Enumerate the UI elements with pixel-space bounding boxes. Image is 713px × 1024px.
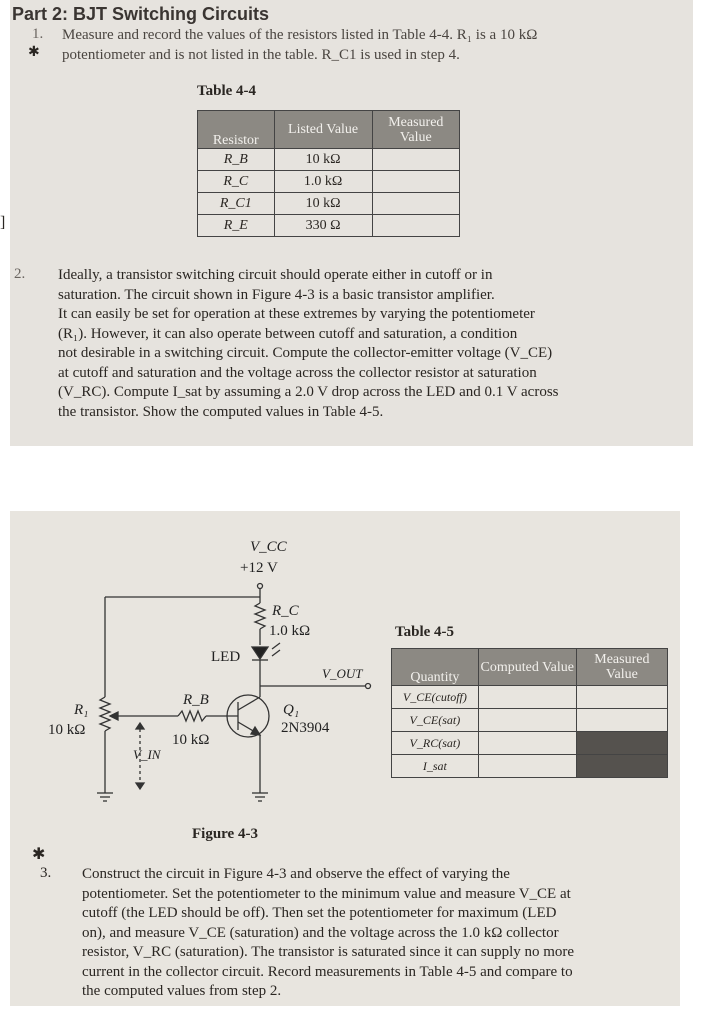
table44-cell-resistor: R_B xyxy=(198,149,275,171)
table45-cell-measured xyxy=(576,709,667,732)
table44-cell-measured xyxy=(372,171,459,193)
step3-line: Construct the circuit in Figure 4-3 and observe the effect of varying the xyxy=(82,866,510,882)
table44-cell-measured xyxy=(372,193,459,215)
table45-cell-measured-shaded xyxy=(576,755,667,778)
vout-terminal xyxy=(366,684,371,689)
led-label: LED xyxy=(211,649,241,665)
step3-line: the computed values from step 2. xyxy=(82,983,282,999)
table44-cell-measured xyxy=(372,149,459,171)
step2-number: 2. xyxy=(14,266,26,282)
table45-header-computed: Computed Value xyxy=(478,649,576,686)
table45-cell-quantity: V_RC(sat) xyxy=(392,732,479,755)
table-row xyxy=(392,755,668,778)
step3-star: ✱ xyxy=(32,846,46,863)
step2-paragraph xyxy=(58,266,688,422)
vcc-value: +12 V xyxy=(240,560,278,576)
vin-label: V_IN xyxy=(133,747,161,762)
vout-label: V_OUT xyxy=(322,666,363,681)
table-4-4 xyxy=(197,110,460,237)
table-row xyxy=(198,171,460,193)
step3-line: current in the collector circuit. Record measurements in Table 4-5 and compare to xyxy=(82,963,573,980)
table44-header-resistor: Resistor xyxy=(198,111,275,149)
table44-header-listed: Listed Value xyxy=(274,111,372,149)
step1-line2: potentiometer and is not listed in the table. R_C1 is used in step 4. xyxy=(62,47,460,63)
table45-cell-computed xyxy=(478,732,576,755)
vcc-terminal xyxy=(258,584,263,589)
step2-line: not desirable in a switching circuit. Compute the collector-emitter voltage (V_CE) xyxy=(58,345,553,361)
table44-cell-listed: 1.0 kΩ xyxy=(274,171,372,193)
table-4-5 xyxy=(391,648,668,778)
rb-resistor xyxy=(178,711,206,721)
circuit-diagram xyxy=(10,511,390,821)
table45-cell-quantity: V_CE(sat) xyxy=(392,709,479,732)
rb-label: R_B xyxy=(183,692,209,708)
r1-value: 10 kΩ xyxy=(48,722,86,738)
step1-line1: Measure and record the values of the resistors listed in Table 4-4. R₁ is a 10 kΩ xyxy=(62,27,538,43)
q1-part-number: 2N3904 xyxy=(281,720,330,736)
side-bracket: ] xyxy=(0,214,6,231)
rc-label: R_C xyxy=(272,603,299,619)
table45-header-quantity: Quantity xyxy=(392,649,479,686)
rc-value: 1.0 kΩ xyxy=(269,623,311,639)
part-heading: Part 2: BJT Switching Circuits xyxy=(12,4,270,24)
table44-cell-resistor: R_C1 xyxy=(198,193,275,215)
step2-line: (R₁). However, it can also operate between cutoff and saturation, a condition xyxy=(58,325,518,342)
step3-line: resistor, V_RC (saturation). The transistor is saturated since it can supply no more xyxy=(82,944,575,960)
table44-header-measured: Measured Value xyxy=(372,111,459,149)
step2-line: the transistor. Show the computed values in Table 4-5. xyxy=(58,403,384,420)
table-row xyxy=(392,686,668,709)
table44-cell-listed: 10 kΩ xyxy=(274,149,372,171)
q1-label: Q₁ xyxy=(283,702,300,718)
step2-line: at cutoff and saturation and the voltage across the collector resistor at saturation xyxy=(58,364,537,381)
table44-title: Table 4-4 xyxy=(197,83,257,99)
table45-cell-quantity: V_CE(cutoff) xyxy=(392,686,479,709)
step3-line: on), and measure V_CE (saturation) and the voltage across the 1.0 kΩ collector xyxy=(82,924,559,941)
table45-cell-computed xyxy=(478,709,576,732)
table45-header-measured: Measured Value xyxy=(576,649,667,686)
table45-cell-measured-shaded xyxy=(576,732,667,755)
step2-line: (V_RC). Compute I_sat by assuming a 2.0 V drop across the LED and 0.1 V across xyxy=(58,384,559,400)
step3-number: 3. xyxy=(40,865,52,881)
step3-line: cutoff (the LED should be off). Then set the potentiometer for maximum (LED xyxy=(82,905,557,921)
step1-star: ✱ xyxy=(28,45,40,60)
step2-line: Ideally, a transistor switching circuit should operate either in cutoff or in xyxy=(58,267,493,283)
table45-cell-quantity: I_sat xyxy=(392,755,479,778)
led-symbol xyxy=(252,647,268,659)
step3-line: potentiometer. Set the potentiometer to the minimum value and measure V_CE at xyxy=(82,885,571,902)
table45-cell-computed xyxy=(478,755,576,778)
step3-paragraph xyxy=(82,865,677,1002)
step1-number: 1. xyxy=(32,26,44,42)
step2-line: It can easily be set for operation at these extremes by varying the potentiometer xyxy=(58,306,535,322)
rb-value: 10 kΩ xyxy=(172,732,210,748)
table-row xyxy=(392,709,668,732)
table-row xyxy=(198,149,460,171)
table-row xyxy=(392,732,668,755)
table45-cell-measured xyxy=(576,686,667,709)
table44-cell-resistor: R_E xyxy=(198,215,275,237)
table-row xyxy=(198,193,460,215)
r1-potentiometer xyxy=(100,697,110,731)
step2-line: saturation. The circuit shown in Figure 4-3 is a basic transistor amplifier. xyxy=(58,286,495,303)
table45-title: Table 4-5 xyxy=(395,624,455,640)
table44-cell-measured xyxy=(372,215,459,237)
table44-cell-listed: 330 Ω xyxy=(274,215,372,237)
rc-resistor xyxy=(255,603,265,629)
vcc-label: V_CC xyxy=(250,539,287,555)
figure-caption: Figure 4-3 xyxy=(192,826,258,842)
table44-cell-resistor: R_C xyxy=(198,171,275,193)
r1-label: R₁ xyxy=(74,702,89,718)
table-row xyxy=(198,215,460,237)
table44-cell-listed: 10 kΩ xyxy=(274,193,372,215)
table45-cell-computed xyxy=(478,686,576,709)
